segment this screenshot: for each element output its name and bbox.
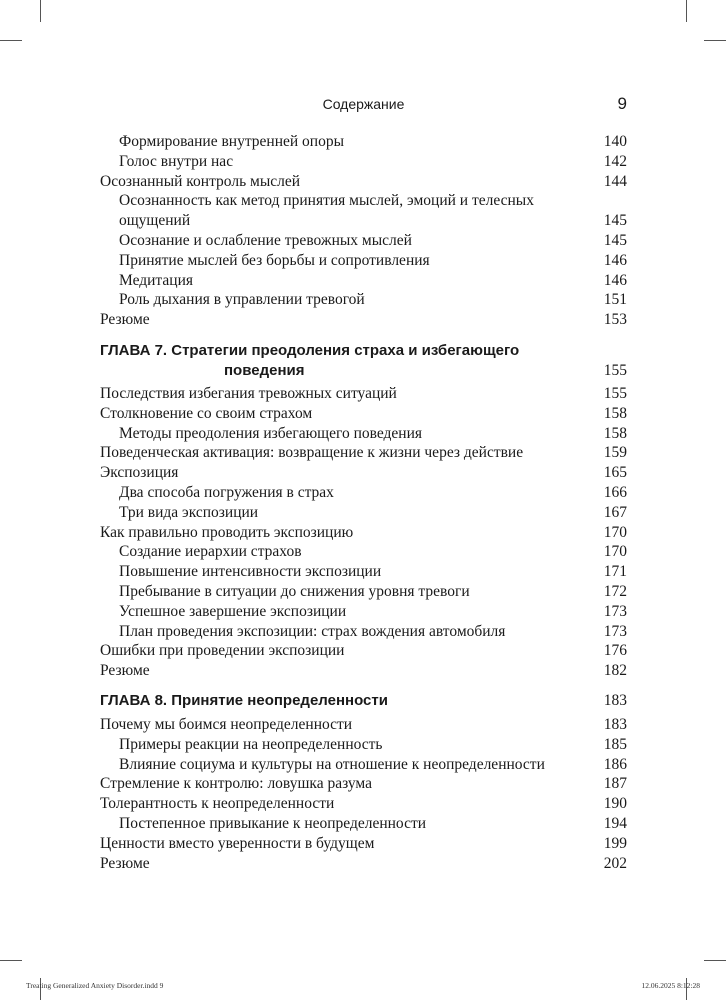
toc-entry[interactable] (100, 463, 627, 483)
toc-page-number: 170 (603, 543, 627, 561)
toc-entry-title: Осознанный контроль мыслей (100, 172, 301, 190)
toc-entry-title: Методы преодоления избегающего поведения (119, 424, 423, 442)
toc-entry-title: Поведенческая активация: возвращение к жизни через действие (100, 444, 524, 462)
toc-page-number: 190 (603, 795, 627, 813)
toc-entry[interactable] (100, 582, 627, 602)
toc-entry-title: Столкновение со своим страхом (100, 404, 313, 422)
toc-entry-title: Резюме (100, 311, 150, 329)
print-slug (26, 981, 700, 993)
toc-entry[interactable] (100, 152, 627, 172)
toc-entry[interactable] (100, 715, 627, 735)
toc-entry-title: План проведения экспозиции: страх вождения автомобиля (119, 622, 506, 640)
toc-entry[interactable] (100, 661, 627, 681)
chapter-title: ГЛАВА 7. Стратегии преодоления страха и избегающего поведения (100, 342, 520, 379)
toc-page-number: 153 (603, 311, 627, 329)
toc-page-number: 158 (603, 424, 627, 442)
toc-entry-title: Экспозиция (100, 464, 179, 482)
toc-entry-title: Повышение интенсивности экспозиции (119, 563, 382, 581)
toc-entry[interactable] (100, 231, 627, 251)
toc-page-number: 185 (603, 735, 627, 753)
toc-page-number: 199 (603, 834, 627, 852)
toc-entry[interactable] (100, 191, 627, 231)
toc-entry-title: Два способа погружения в страх (119, 483, 334, 501)
toc-page-number: 194 (603, 814, 627, 832)
toc-entry[interactable] (100, 404, 627, 424)
toc-page-number: 146 (603, 251, 627, 269)
toc-entry-title: Последствия избегания тревожных ситуаций (100, 385, 397, 402)
toc-page-number: 182 (603, 662, 627, 680)
running-header (100, 94, 627, 114)
toc-entry-title: Пребывание в ситуации до снижения уровня тревоги (119, 582, 470, 600)
toc-entry[interactable] (100, 384, 627, 404)
toc-section (100, 715, 627, 873)
toc-page-number: 167 (603, 503, 627, 521)
crop-mark (704, 40, 726, 41)
toc-page-number: 159 (603, 444, 627, 462)
toc-page-number: 173 (603, 622, 627, 640)
toc-entry-title: Как правильно проводить экспозицию (100, 523, 354, 541)
toc-page-number: 170 (603, 523, 627, 541)
toc-page-number: 202 (603, 854, 627, 872)
toc-entry[interactable] (100, 251, 627, 271)
toc-page-number: 186 (603, 755, 627, 773)
toc-entry[interactable] (100, 622, 627, 642)
toc-entry-title: Толерантность к неопределенности (100, 795, 335, 813)
toc-entry-title: Ценности вместо уверенности в будущем (100, 834, 375, 852)
toc-entry[interactable] (100, 424, 627, 444)
toc-entry[interactable] (100, 483, 627, 503)
toc-entry[interactable] (100, 310, 627, 330)
running-title: Содержание (322, 96, 405, 112)
toc-entry[interactable] (100, 602, 627, 622)
toc-chapter-entry[interactable] (100, 341, 627, 381)
toc-entry-title: Резюме (100, 662, 150, 680)
toc-section (100, 132, 627, 330)
toc-entry[interactable] (100, 794, 627, 814)
toc-page-number: 142 (603, 152, 627, 170)
crop-mark (40, 0, 41, 22)
toc-entry[interactable] (100, 755, 627, 775)
toc-section (100, 384, 627, 681)
toc-entry[interactable] (100, 562, 627, 582)
toc-entry[interactable] (100, 132, 627, 152)
toc-entry[interactable] (100, 503, 627, 523)
toc-entry[interactable] (100, 735, 627, 755)
toc-entry[interactable] (100, 271, 627, 291)
toc-entry[interactable] (100, 523, 627, 543)
chapter-heading (100, 341, 627, 381)
crop-mark (0, 960, 22, 961)
chapter-title: ГЛАВА 8. Принятие неопределенности (100, 692, 388, 709)
toc-entry-title: Примеры реакции на неопределенность (119, 735, 383, 753)
toc-page-number: 187 (603, 775, 627, 793)
toc-entry[interactable] (100, 443, 627, 463)
toc-entry-title: Осознанность как метод принятия мыслей, эмоций и телесных ощущений (119, 192, 534, 230)
toc-entry[interactable] (100, 290, 627, 310)
toc-entry-title: Стремление к контролю: ловушка разума (100, 775, 373, 793)
toc-page-number: 145 (603, 212, 627, 230)
toc-page-number: 145 (603, 231, 627, 249)
toc-entry-title: Роль дыхания в управлении тревогой (119, 291, 365, 309)
toc-entry-title: Успешное завершение экспозиции (119, 602, 347, 620)
toc-chapter-entry[interactable] (100, 691, 627, 711)
toc-page-number: 171 (603, 563, 627, 581)
toc-entry-title: Постепенное привыкание к неопределенности (119, 814, 427, 832)
toc-page-number: 155 (603, 385, 627, 402)
toc-entry-title: Формирование внутренней опоры (119, 133, 345, 150)
toc-entry-title: Медитация (119, 271, 193, 289)
toc-entry-title: Три вида экспозиции (119, 503, 259, 521)
toc-page-number: 146 (603, 271, 627, 289)
toc-entry[interactable] (100, 774, 627, 794)
slug-timestamp: 12.06.2025 8:12:28 (641, 981, 700, 990)
page-number: 9 (617, 94, 627, 113)
toc-page-number: 151 (603, 291, 627, 309)
slug-filename: Treating Generalized Anxiety Disorder.indd 9 (26, 981, 164, 990)
toc-page-number: 173 (603, 602, 627, 620)
toc-page-number: 158 (603, 404, 627, 422)
crop-mark (686, 0, 687, 22)
chapter-heading (100, 691, 627, 711)
toc-page-number: 176 (603, 642, 627, 660)
toc-entry-title: Создание иерархии страхов (119, 543, 302, 561)
toc-entry-title: Влияние социума и культуры на отношение к неопределенности (119, 755, 545, 773)
toc-entry[interactable] (100, 641, 627, 661)
toc-entry[interactable] (100, 172, 627, 192)
toc-page-number: 165 (603, 464, 627, 482)
toc-page-number: 172 (603, 582, 627, 600)
toc-page-number: 155 (603, 361, 627, 379)
toc-entry[interactable] (100, 814, 627, 834)
toc-entry-title: Осознание и ослабление тревожных мыслей (119, 231, 412, 249)
toc-page-number: 144 (603, 172, 627, 190)
toc-entry-title: Ошибки при проведении экспозиции (100, 642, 345, 660)
toc-page-number: 183 (603, 692, 627, 709)
toc-entry[interactable] (100, 854, 627, 874)
toc-entry[interactable] (100, 834, 627, 854)
toc-entry-title: Резюме (100, 854, 150, 872)
crop-mark (0, 40, 22, 41)
toc-page-number: 140 (603, 133, 627, 150)
toc-page-number: 183 (603, 716, 627, 733)
toc-page-number: 166 (603, 483, 627, 501)
crop-mark (704, 960, 726, 961)
toc-entry-title: Принятие мыслей без борьбы и сопротивления (119, 251, 430, 269)
toc-entry-title: Голос внутри нас (119, 152, 234, 170)
toc-entry-title: Почему мы боимся неопределенности (100, 716, 353, 733)
toc-entry[interactable] (100, 542, 627, 562)
